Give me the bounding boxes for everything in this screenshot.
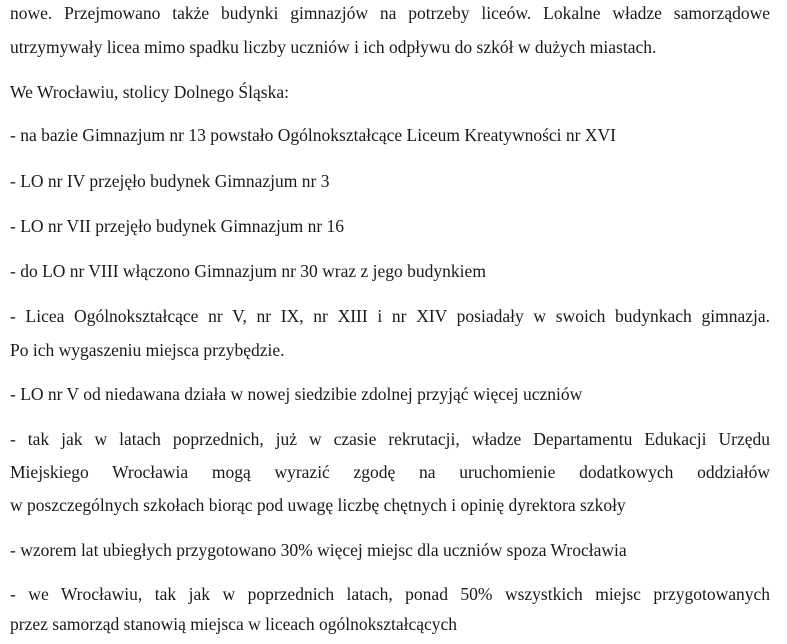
text-line-3: We Wrocławiu, stolicy Dolnego Śląska: <box>10 82 289 102</box>
text-line-6: - LO nr VII przejęło budynek Gimnazjum nr 16 <box>10 216 345 236</box>
text-line-11: - tak jak w latach poprzednich, już w czasie rekrutacji, władze Departamentu Edukacji Urzędu <box>10 429 770 449</box>
text-line-9: Po ich wygaszeniu miejsca przybędzie. <box>10 340 285 360</box>
text-line-13: w poszczególnych szkołach biorąc pod uwagę liczbę chętnych i opinię dyrektora szkoły <box>10 495 626 515</box>
text-line-12: Miejskiego Wrocławia mogą wyrazić zgodę na uruchomienie dodatkowych oddziałów <box>10 462 770 482</box>
text-line-4: - na bazie Gimnazjum nr 13 powstało Ogólnokształcące Liceum Kreatywności nr XVI <box>10 125 616 145</box>
text-line-8: - Licea Ogólnokształcące nr V, nr IX, nr XIII i nr XIV posiadały w swoich budynkach gimnazja. <box>10 306 770 326</box>
text-line-14: - wzorem lat ubiegłych przygotowano 30% więcej miejsc dla uczniów spoza Wrocławia <box>10 540 627 560</box>
text-line-2: utrzymywały licea mimo spadku liczby uczniów i ich odpływu do szkół w dużych miastach. <box>10 37 657 57</box>
text-line-5: - LO nr IV przejęło budynek Gimnazjum nr 3 <box>10 171 330 191</box>
text-line-1: nowe. Przejmowano także budynki gimnazjów na potrzeby liceów. Lokalne władze samorządowe <box>10 3 770 23</box>
text-line-16: przez samorząd stanowią miejsca w liceach ogólnokształcących <box>10 614 458 634</box>
text-line-10: - LO nr V od niedawana działa w nowej siedzibie zdolnej przyjąć więcej uczniów <box>10 384 583 404</box>
text-line-15: - we Wrocławiu, tak jak w poprzednich latach, ponad 50% wszystkich miejsc przygotowanych <box>10 584 770 604</box>
text-line-7: - do LO nr VIII włączono Gimnazjum nr 30 wraz z jego budynkiem <box>10 261 486 281</box>
